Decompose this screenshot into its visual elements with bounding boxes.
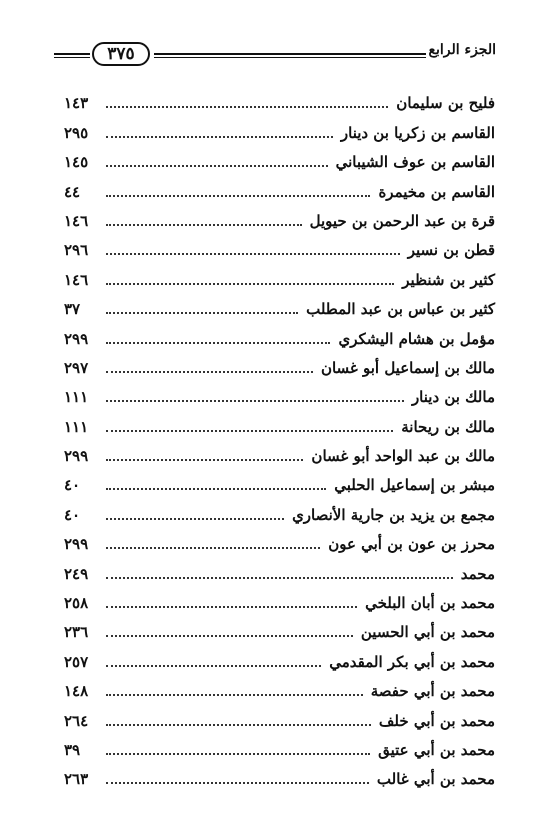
dot-leader (106, 724, 371, 726)
index-entry (64, 174, 495, 203)
index-entry (64, 409, 495, 438)
index-entry (64, 556, 495, 585)
entry-name: مؤمل بن هشام اليشكري (338, 329, 495, 348)
header-rule-right (154, 53, 426, 58)
dot-leader (106, 694, 363, 696)
dot-leader (106, 518, 284, 520)
index-entry (64, 644, 495, 673)
dot-leader (106, 312, 298, 314)
entry-name: محمد بن أبي بكر المقدمي (329, 652, 495, 671)
header-rule-left (54, 53, 90, 58)
dot-leader (106, 136, 333, 138)
index-entry (64, 204, 495, 233)
dot-leader (106, 635, 353, 637)
entry-name: محرز بن عون بن أبي عون (328, 535, 495, 554)
dot-leader (106, 459, 303, 461)
entry-name: محمد (460, 564, 495, 583)
index-entry (64, 380, 495, 409)
entry-page-number: ١٤٦ (64, 211, 89, 230)
dot-leader (106, 342, 330, 344)
entry-page-number: ٢٣٦ (64, 623, 89, 642)
index-entry (64, 527, 495, 556)
index-entry (64, 468, 495, 497)
entry-name: مبشر بن إسماعيل الحلبي (334, 476, 495, 495)
entry-name: فليح بن سليمان (396, 94, 495, 113)
dot-leader (106, 253, 400, 255)
index-entry (64, 145, 495, 174)
entry-name: كثير بن عباس بن عبد المطلب (306, 300, 495, 319)
index-entry (64, 615, 495, 644)
entry-name: محمد بن أبي حفصة (370, 682, 495, 701)
entry-name: قطن بن نسير (407, 241, 495, 260)
index-entry (64, 292, 495, 321)
dot-leader (106, 753, 370, 755)
entry-name: محمد بن أبي غالب (376, 770, 495, 789)
entry-page-number: ٢٩٩ (64, 329, 89, 348)
dot-leader (106, 782, 369, 784)
index-entry (64, 321, 495, 350)
entry-name: كثير بن شنظير (402, 270, 495, 289)
entry-page-number: ٢٩٧ (64, 358, 89, 377)
entry-page-number: ١٤٣ (64, 94, 89, 113)
dot-leader (106, 488, 326, 490)
dot-leader (106, 371, 313, 373)
index-entry (64, 586, 495, 615)
entry-page-number: ١١١ (64, 417, 89, 436)
index-entry (64, 233, 495, 262)
entry-page-number: ٤٠ (64, 505, 81, 524)
running-title: الجزء الرابع (428, 42, 496, 58)
index-entry (64, 351, 495, 380)
index-entry (64, 262, 495, 291)
entry-page-number: ٢٥٧ (64, 652, 89, 671)
entry-name: القاسم بن عوف الشيباني (335, 153, 495, 172)
dot-leader (106, 283, 394, 285)
entry-name: مالك بن دينار (411, 388, 495, 407)
index-entry (64, 439, 495, 468)
entry-name: مالك بن إسماعيل أبو غسان (320, 358, 495, 377)
entry-page-number: ٢٩٩ (64, 535, 89, 554)
index-entry (64, 497, 495, 526)
entry-page-number: ٢٩٦ (64, 241, 89, 260)
entry-name: القاسم بن مخيمرة (378, 182, 495, 201)
entry-page-number: ١٤٦ (64, 270, 89, 289)
entry-page-number: ٤٠ (64, 476, 81, 495)
entry-name: محمد بن أبي عتيق (378, 740, 495, 759)
dot-leader (106, 195, 370, 197)
dot-leader (106, 577, 453, 579)
index-entry (64, 86, 495, 115)
entry-page-number: ٣٧ (64, 300, 81, 319)
entry-page-number: ٢٦٣ (64, 770, 89, 789)
entry-name: قرة بن عبد الرحمن بن حيويل (309, 211, 495, 230)
entry-page-number: ١١١ (64, 388, 89, 407)
dot-leader (106, 224, 302, 226)
dot-leader (106, 430, 393, 432)
entry-name: محمد بن أبي الحسين (360, 623, 495, 642)
index-list (64, 86, 495, 791)
dot-leader (106, 165, 328, 167)
entry-page-number: ٣٩ (64, 740, 81, 759)
index-entry (64, 762, 495, 791)
dot-leader (106, 106, 388, 108)
dot-leader (106, 665, 321, 667)
entry-page-number: ٢٥٨ (64, 594, 89, 613)
index-entry (64, 703, 495, 732)
entry-name: القاسم بن زكريا بن دينار (340, 123, 495, 142)
page-header (54, 40, 496, 70)
entry-page-number: ٢٤٩ (64, 564, 89, 583)
entry-page-number: ٢٩٥ (64, 123, 89, 142)
dot-leader (106, 606, 357, 608)
entry-name: مالك بن عبد الواحد أبو غسان (311, 447, 495, 466)
entry-page-number: ١٤٥ (64, 153, 89, 172)
entry-name: مجمع بن يزيد بن جارية الأنصاري (292, 505, 495, 524)
page-number-badge: ٣٧٥ (92, 42, 150, 66)
entry-page-number: ٢٩٩ (64, 447, 89, 466)
entry-name: محمد بن أبي خلف (378, 711, 495, 730)
entry-name: محمد بن أبان البلخي (365, 594, 495, 613)
dot-leader (106, 547, 320, 549)
entry-page-number: ١٤٨ (64, 682, 89, 701)
index-entry (64, 674, 495, 703)
index-entry (64, 115, 495, 144)
index-entry (64, 733, 495, 762)
entry-name: مالك بن ريحانة (401, 417, 495, 436)
dot-leader (106, 400, 404, 402)
entry-page-number: ٢٦٤ (64, 711, 89, 730)
entry-page-number: ٤٤ (64, 182, 81, 201)
